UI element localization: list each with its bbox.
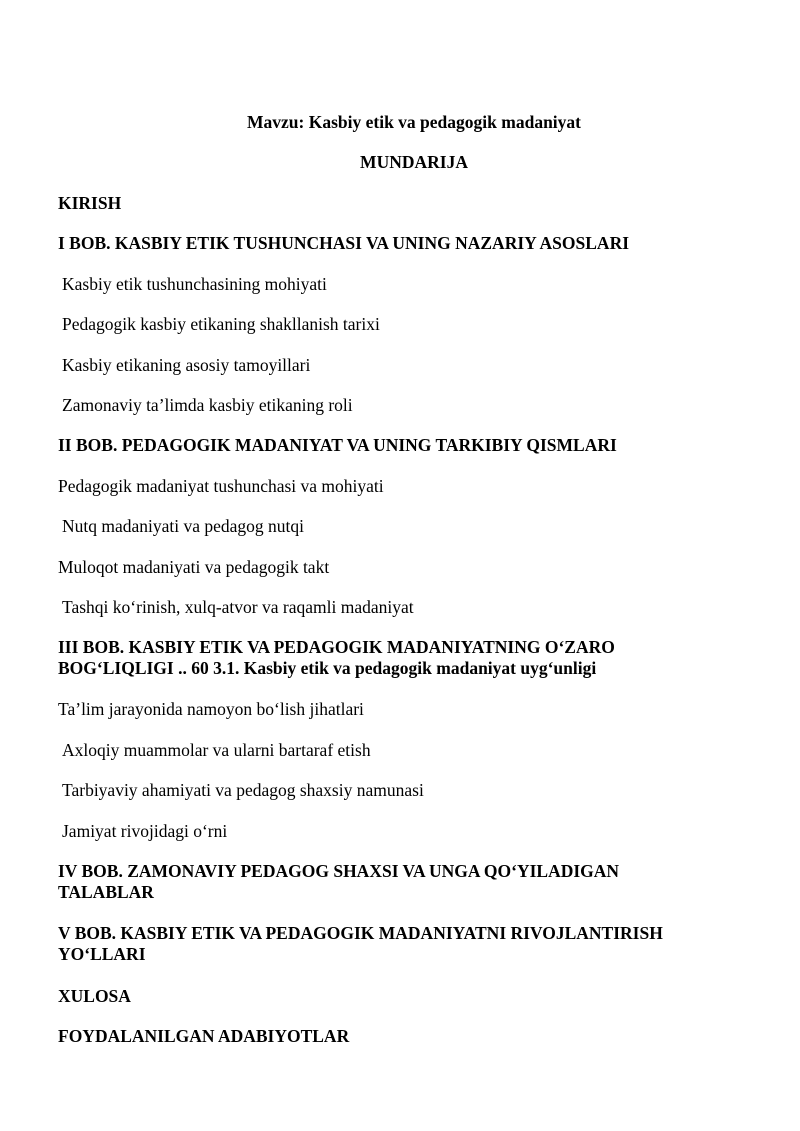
toc-heading-chapter-5: V BOB. KASBIY ETIK VA PEDAGOGIK MADANIYATNI RIVOJLANTIRISH YO‘LLARI bbox=[58, 923, 663, 964]
toc-item: Kasbiy etikaning asosiy tamoyillari bbox=[62, 355, 311, 375]
toc-heading-chapter-1: I BOB. KASBIY ETIK TUSHUNCHASI VA UNING NAZARIY ASOSLARI bbox=[58, 233, 630, 253]
toc-item: Axloqiy muammolar va ularni bartaraf etish bbox=[62, 740, 371, 760]
toc-item: Tarbiyaviy ahamiyati va pedagog shaxsiy namunasi bbox=[62, 780, 424, 800]
toc-item: Jamiyat rivojidagi o‘rni bbox=[62, 821, 228, 841]
toc-heading-kirish: KIRISH bbox=[58, 193, 122, 213]
toc-heading-xulosa: XULOSA bbox=[58, 986, 131, 1006]
toc-item: Pedagogik kasbiy etikaning shakllanish tarixi bbox=[62, 314, 380, 334]
toc-heading-chapter-2: II BOB. PEDAGOGIK MADANIYAT VA UNING TARKIBIY QISMLARI bbox=[58, 435, 617, 455]
toc-heading-chapter-3: III BOB. KASBIY ETIK VA PEDAGOGIK MADANIYATNING O‘ZARO BOG‘LIQLIGI .. 60 3.1. Kasbiy etik va pedagogik madaniyat uyg‘unligi bbox=[58, 637, 615, 678]
toc-item: Nutq madaniyati va pedagog nutqi bbox=[62, 516, 305, 536]
toc-heading-chapter-4: IV BOB. ZAMONAVIY PEDAGOG SHAXSI VA UNGA QO‘YILADIGAN TALABLAR bbox=[58, 861, 620, 902]
toc-item: Tashqi ko‘rinish, xulq-atvor va raqamli madaniyat bbox=[62, 597, 414, 617]
subject-title: Mavzu: Kasbiy etik va pedagogik madaniyat bbox=[247, 112, 581, 132]
toc-item: Zamonaviy ta’limda kasbiy etikaning roli bbox=[62, 395, 353, 415]
toc-item: Kasbiy etik tushunchasining mohiyati bbox=[62, 274, 327, 294]
toc-item: Muloqot madaniyati va pedagogik takt bbox=[58, 557, 330, 577]
toc-item: Pedagogik madaniyat tushunchasi va mohiyati bbox=[58, 476, 384, 496]
toc-heading-references: FOYDALANILGAN ADABIYOTLAR bbox=[58, 1026, 350, 1046]
toc-item: Ta’lim jarayonida namoyon bo‘lish jihatlari bbox=[58, 699, 364, 719]
toc-title: MUNDARIJA bbox=[360, 152, 468, 172]
